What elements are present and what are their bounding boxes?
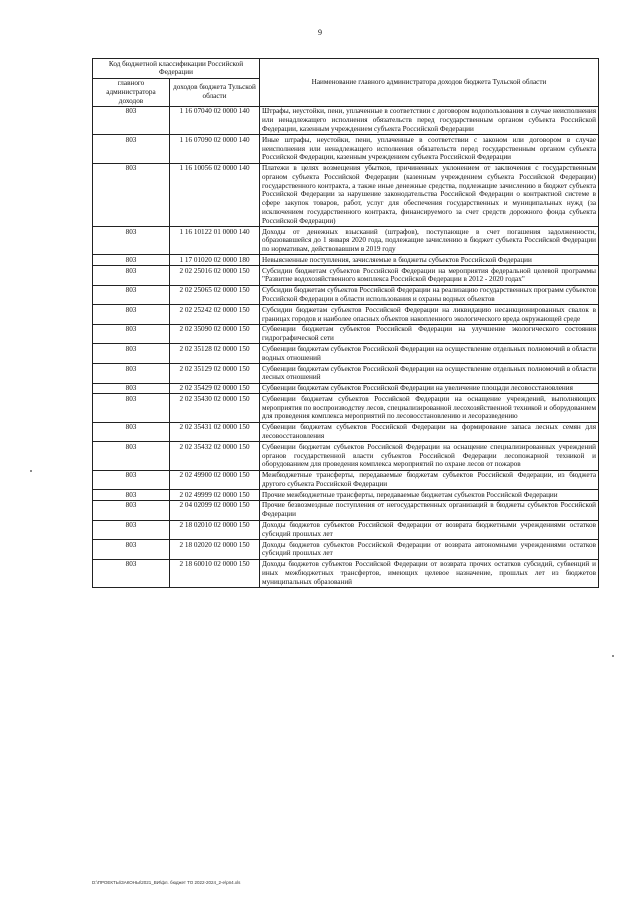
income-name-cell: Субвенции бюджетам субъектов Российской Федерации на увеличение площади лесовосстановления	[260, 383, 599, 394]
income-code-cell: 2 02 25065 02 0000 150	[170, 285, 260, 305]
admin-code-cell: 803	[93, 394, 170, 422]
income-name-cell: Невыясненные поступления, зачисляемые в бюджеты субъектов Российской Федерации	[260, 255, 599, 266]
admin-code-cell: 803	[93, 364, 170, 384]
table-header-row	[93, 59, 599, 79]
income-code-cell: 1 17 01020 02 0000 180	[170, 255, 260, 266]
income-code-cell: 1 16 07090 02 0000 140	[170, 135, 260, 163]
admin-code-cell: 803	[93, 383, 170, 394]
income-name-cell: Субвенции бюджетам субъектов Российской Федерации на улучшение экологического состояния гидрографической сети	[260, 324, 599, 344]
income-code-cell: 2 02 25016 02 0000 150	[170, 266, 260, 286]
income-name-cell: Субвенции бюджетам субъектов Российской Федерации на оснащение специализированных учреждений органов государственной власти субъектов Российской Федерации лесопожарной техникой и оборудованием для проведения комплекса мероприятий по охране лесов от пожаров	[260, 442, 599, 470]
admin-code-cell: 803	[93, 135, 170, 163]
income-code-cell: 1 16 10056 02 0000 140	[170, 163, 260, 226]
income-name-cell: Доходы бюджетов субъектов Российской Федерации от возврата автономными учреждениями остатков субсидий прошлых лет	[260, 540, 599, 560]
table-row	[93, 324, 599, 344]
income-name-cell: Доходы бюджетов субъектов Российской Федерации от возврата бюджетными учреждениями остатков субсидий прошлых лет	[260, 520, 599, 540]
income-name-cell: Платежи в целях возмещения убытков, причиненных уклонением от заключения с государственным органом субъекта Российской Федерации (казенным учреждением субъекта Российской Федерации) государственного контракта, а также иные денежные средства, подлежащие зачислению в бюджет субъекта Российской Федерации за нарушение законодательства Российской Федерации о контрактной системе в сфере закупок товаров, работ, услуг для обеспечения государственных и муниципальных нужд (за исключением государственного контракта, финансируемого за счет средств дорожного фонда субъекта Российской Федерации)	[260, 163, 599, 226]
admin-code-cell: 803	[93, 266, 170, 286]
table-row	[93, 163, 599, 226]
income-code-cell: 2 02 25242 02 0000 150	[170, 305, 260, 325]
income-code-cell: 1 16 07040 02 0000 140	[170, 106, 260, 134]
income-name-cell: Субсидии бюджетам субъектов Российской Федерации на ликвидацию несанкционированных свалок в границах городов и наиболее опасных объектов накопленного экологического вреда окружающей среде	[260, 305, 599, 325]
income-code-cell: 2 02 49999 02 0000 150	[170, 490, 260, 501]
income-name-cell: Доходы от денежных взысканий (штрафов), поступающие в счет погашения задолженности, образовавшейся до 1 января 2020 года, подлежащие зачислению в бюджет субъекта Российской Федерации по нормативам, действовавшим в 2019 году	[260, 227, 599, 255]
admin-code-cell: 803	[93, 520, 170, 540]
income-name-cell: Прочие межбюджетные трансферты, передаваемые бюджетам субъектов Российской Федерации	[260, 490, 599, 501]
table-row	[93, 255, 599, 266]
income-code-cell: 2 02 49900 02 0000 150	[170, 470, 260, 490]
table-row	[93, 266, 599, 286]
table-row	[93, 227, 599, 255]
table-row	[93, 500, 599, 520]
page-number: 9	[318, 28, 322, 37]
income-name-cell: Субсидии бюджетам субъектов Российской Федерации на реализацию государственных программ субъектов Российской Федерации в области использования и охраны водных объектов	[260, 285, 599, 305]
scan-speck	[612, 655, 614, 657]
income-code-cell: 2 02 35090 02 0000 150	[170, 324, 260, 344]
table-row	[93, 285, 599, 305]
income-code-cell: 2 02 35129 02 0000 150	[170, 364, 260, 384]
header-code-group: Код бюджетной классификации Российской Федерации	[93, 59, 260, 79]
admin-code-cell: 803	[93, 470, 170, 490]
income-name-cell: Субвенции бюджетам субъектов Российской Федерации на формирование запаса лесных семян для лесовосстановления	[260, 422, 599, 442]
admin-code-cell: 803	[93, 324, 170, 344]
table-row	[93, 470, 599, 490]
income-name-cell: Штрафы, неустойки, пени, уплаченные в соответствии с договором водопользования в случае неисполнения или ненадлежащего исполнения обязательств перед государственным органом субъекта Российской Федерации, казенным учреждением субъекта Российской Федерации	[260, 106, 599, 134]
table-row	[93, 520, 599, 540]
table-row	[93, 383, 599, 394]
scan-speck	[30, 470, 32, 472]
header-admin-column: главного администратора доходов	[93, 78, 170, 106]
income-code-cell: 2 02 35430 02 0000 150	[170, 394, 260, 422]
income-code-cell: 2 02 35429 02 0000 150	[170, 383, 260, 394]
income-name-cell: Иные штрафы, неустойки, пени, уплаченные в соответствии с законом или договором в случае неисполнения или ненадлежащего исполнения обязательств перед государственным органом субъекта Российской Федерации, казенным учреждением субъекта Российской Федерации	[260, 135, 599, 163]
footer-file-path: D:\ПРОЕКТЫ\ЗАКОНЫ\2021_ВИ\фл. бюджет ТО 2022-2024_2-е\рп4.xls	[92, 880, 241, 885]
income-code-cell: 2 02 35128 02 0000 150	[170, 344, 260, 364]
table-row	[93, 559, 599, 587]
admin-code-cell: 803	[93, 255, 170, 266]
admin-code-cell: 803	[93, 305, 170, 325]
table-row	[93, 490, 599, 501]
table-row	[93, 364, 599, 384]
admin-code-cell: 803	[93, 500, 170, 520]
admin-code-cell: 803	[93, 422, 170, 442]
admin-code-cell: 803	[93, 442, 170, 470]
table-row	[93, 344, 599, 364]
income-name-cell: Межбюджетные трансферты, передаваемые бюджетам субъектов Российской Федерации, из бюджета другого субъекта Российской Федерации	[260, 470, 599, 490]
table-row	[93, 394, 599, 422]
admin-code-cell: 803	[93, 344, 170, 364]
admin-code-cell: 803	[93, 163, 170, 226]
income-code-cell: 2 04 02099 02 0000 150	[170, 500, 260, 520]
income-name-cell: Прочие безвозмездные поступления от негосударственных организаций в бюджеты субъектов Российской Федерации	[260, 500, 599, 520]
header-name-column: Наименование главного администратора доходов бюджета Тульской области	[260, 59, 599, 107]
admin-code-cell: 803	[93, 227, 170, 255]
income-code-cell: 2 18 02020 02 0000 150	[170, 540, 260, 560]
budget-codes-table	[92, 58, 599, 588]
income-code-cell: 2 02 35432 02 0000 150	[170, 442, 260, 470]
income-name-cell: Субвенции бюджетам субъектов Российской Федерации на осуществление отдельных полномочий в области водных отношений	[260, 344, 599, 364]
table-row	[93, 106, 599, 134]
table-body	[93, 106, 599, 587]
admin-code-cell: 803	[93, 285, 170, 305]
income-name-cell: Субсидии бюджетам субъектов Российской Федерации на мероприятия федеральной целевой программы "Развитие водохозяйственного комплекса Российской Федерации в 2012 - 2020 годах"	[260, 266, 599, 286]
admin-code-cell: 803	[93, 490, 170, 501]
header-income-column: доходов бюджета Тульской области	[170, 78, 260, 106]
income-code-cell: 2 18 02010 02 0000 150	[170, 520, 260, 540]
income-code-cell: 2 18 60010 02 0000 150	[170, 559, 260, 587]
income-code-cell: 1 16 10122 01 0000 140	[170, 227, 260, 255]
income-name-cell: Доходы бюджетов субъектов Российской Федерации от возврата прочих остатков субсидий, субвенций и иных межбюджетных трансфертов, имеющих целевое назначение, прошлых лет из бюджетов муниципальных образований	[260, 559, 599, 587]
admin-code-cell: 803	[93, 559, 170, 587]
income-name-cell: Субвенции бюджетам субъектов Российской Федерации на оснащение учреждений, выполняющих мероприятия по воспроизводству лесов, специализированной лесохозяйственной техникой и оборудованием для проведения комплекса мероприятий по лесовосстановлению и лесоразведению	[260, 394, 599, 422]
table-row	[93, 422, 599, 442]
admin-code-cell: 803	[93, 540, 170, 560]
income-name-cell: Субвенции бюджетам субъектов Российской Федерации на осуществление отдельных полномочий в области лесных отношений	[260, 364, 599, 384]
table-row	[93, 540, 599, 560]
table-row	[93, 135, 599, 163]
table-row	[93, 305, 599, 325]
income-code-cell: 2 02 35431 02 0000 150	[170, 422, 260, 442]
admin-code-cell: 803	[93, 106, 170, 134]
table-row	[93, 442, 599, 470]
